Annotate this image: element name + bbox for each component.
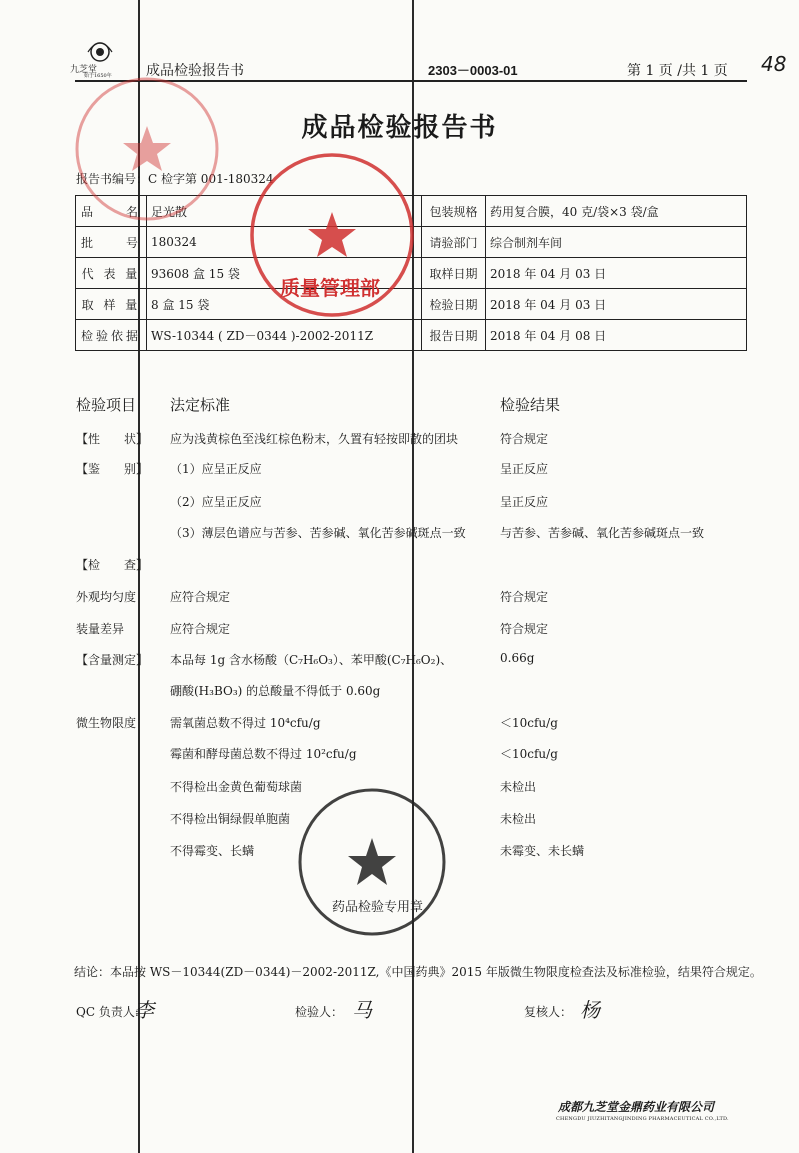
row-standard: （3）薄层色谱应与苦参、苦参碱、氧化苦参碱斑点一致 [170,526,466,540]
row-result: 符合规定 [500,590,549,604]
row-standard: 应符合规定 [170,622,231,636]
row-item: 【鉴 别】 [76,462,149,476]
label-test-basis: 检验依据 [76,320,147,351]
value-report-date: 2018 年 04 月 08 日 [486,320,747,351]
row-standard: 霉菌和酵母菌总数不得过 10²cfu/g [170,747,357,761]
row-result: ＜10cfu/g [500,716,558,730]
company-name-cn: 成都九芝堂金鼎药业有限公司 [558,1100,715,1114]
logo-subtext: 始于1650年 [84,73,112,79]
qc-label: QC 负责人: [76,1005,139,1019]
row-standard: 不得检出金黄色葡萄球菌 [170,780,303,794]
row-result: 未检出 [500,812,537,826]
row-result: 符合规定 [500,432,549,446]
row-standard: 应符合规定 [170,590,231,604]
value-product-name: 足光散 [147,196,422,227]
label-sampling-date: 取样日期 [422,258,486,289]
inspector-label: 检验人： [295,1005,344,1019]
row-result: 0.66g [500,651,535,665]
conclusion: 结论：本品按 WS－10344(ZD－0344)－2002-2011Z,《中国药典》2015 年版微生物限度检查法及标准检验，结果符合规定。 [74,965,762,979]
row-result: 呈正反应 [500,495,549,509]
row-standard: 硼酸(H₃BO₃) 的总酸量不得低于 0.60g [170,684,381,698]
doc-code: 2303－0003-01 [428,63,518,78]
label-sample-quantity: 取 样 量 [76,289,147,320]
page-indicator: 第 1 页 /共 1 页 [627,63,728,79]
heading-result: 检验结果 [500,396,561,414]
row-standard: 不得霉变、长螨 [170,844,255,858]
stamp-company-seal-icon [72,74,222,224]
row-standard: 应为浅黄棕色至浅红棕色粉末，久置有轻按即散的团块 [170,432,459,446]
row-result: 呈正反应 [500,462,549,476]
stamp-inspection-seal-icon [296,786,448,938]
label-product-name: 品 名 [76,196,147,227]
row-standard: 需氧菌总数不得过 10⁴cfu/g [170,716,321,730]
value-package-spec: 药用复合膜，40 克/袋×3 袋/盒 [486,196,747,227]
value-rep-quantity: 93608 盒 15 袋 [147,258,422,289]
label-rep-quantity: 代 表 量 [76,258,147,289]
label-report-date: 报告日期 [422,320,486,351]
row-item: 微生物限度 [76,716,137,730]
label-test-date: 检验日期 [422,289,486,320]
row-result: 未检出 [500,780,537,794]
company-name-en: CHENGDU JIUZHITANGJINDING PHARMACEUTICAL CO.,LTD. [556,1116,729,1122]
value-request-dept: 综合制剂车间 [486,227,747,258]
inspector-signature: 马 [352,998,372,1022]
stamp-inspection-seal-center: 药品检验专用章 [332,900,424,915]
heading-test-item: 检验项目 [76,396,137,414]
value-batch-no: 180324 [147,227,422,258]
report-number: 报告书编号：C 检字第 001-180324 [76,172,274,186]
row-item: 装量差异 [76,622,125,636]
value-test-date: 2018 年 04 月 03 日 [486,289,747,320]
row-item: 【含量测定】 [76,653,149,667]
row-result: 未霉变、未长螨 [500,844,585,858]
qc-signature: 李 [134,998,154,1022]
value-sample-quantity: 8 盒 15 袋 [147,289,422,320]
table-row [76,320,747,351]
row-result: 符合规定 [500,622,549,636]
header-title: 成品检验报告书 [146,63,244,79]
reviewer-label: 复核人： [524,1005,573,1019]
row-standard: 本品每 1g 含水杨酸（C₇H₆O₃）、苯甲酸(C₇H₆O₂)、 [170,653,453,667]
row-result: ＜10cfu/g [500,747,558,761]
heading-standard: 法定标准 [170,396,231,414]
label-request-dept: 请验部门 [422,227,486,258]
value-test-basis: WS-10344 ( ZD－0344 )-2002-2011Z [147,320,422,351]
page-title: 成品检验报告书 [301,113,498,143]
logo-text: 九芝堂 [70,65,98,75]
row-item: 外观均匀度 [76,590,137,604]
row-standard: （2）应呈正反应 [170,495,262,509]
reviewer-signature: 杨 [580,998,600,1022]
handwritten-number: 48 [761,52,787,76]
row-result: 与苦参、苦参碱、氧化苦参碱斑点一致 [500,526,705,540]
label-batch-no: 批 号 [76,227,147,258]
value-sampling-date: 2018 年 04 月 03 日 [486,258,747,289]
label-package-spec: 包装规格 [422,196,486,227]
row-item: 【性 状】 [76,432,149,446]
row-standard: （1）应呈正反应 [170,462,262,476]
row-item: 【检 查】 [76,558,149,572]
row-standard: 不得检出铜绿假单胞菌 [170,812,291,826]
stamp-quality-dept-center: 质量管理部 [280,276,380,300]
